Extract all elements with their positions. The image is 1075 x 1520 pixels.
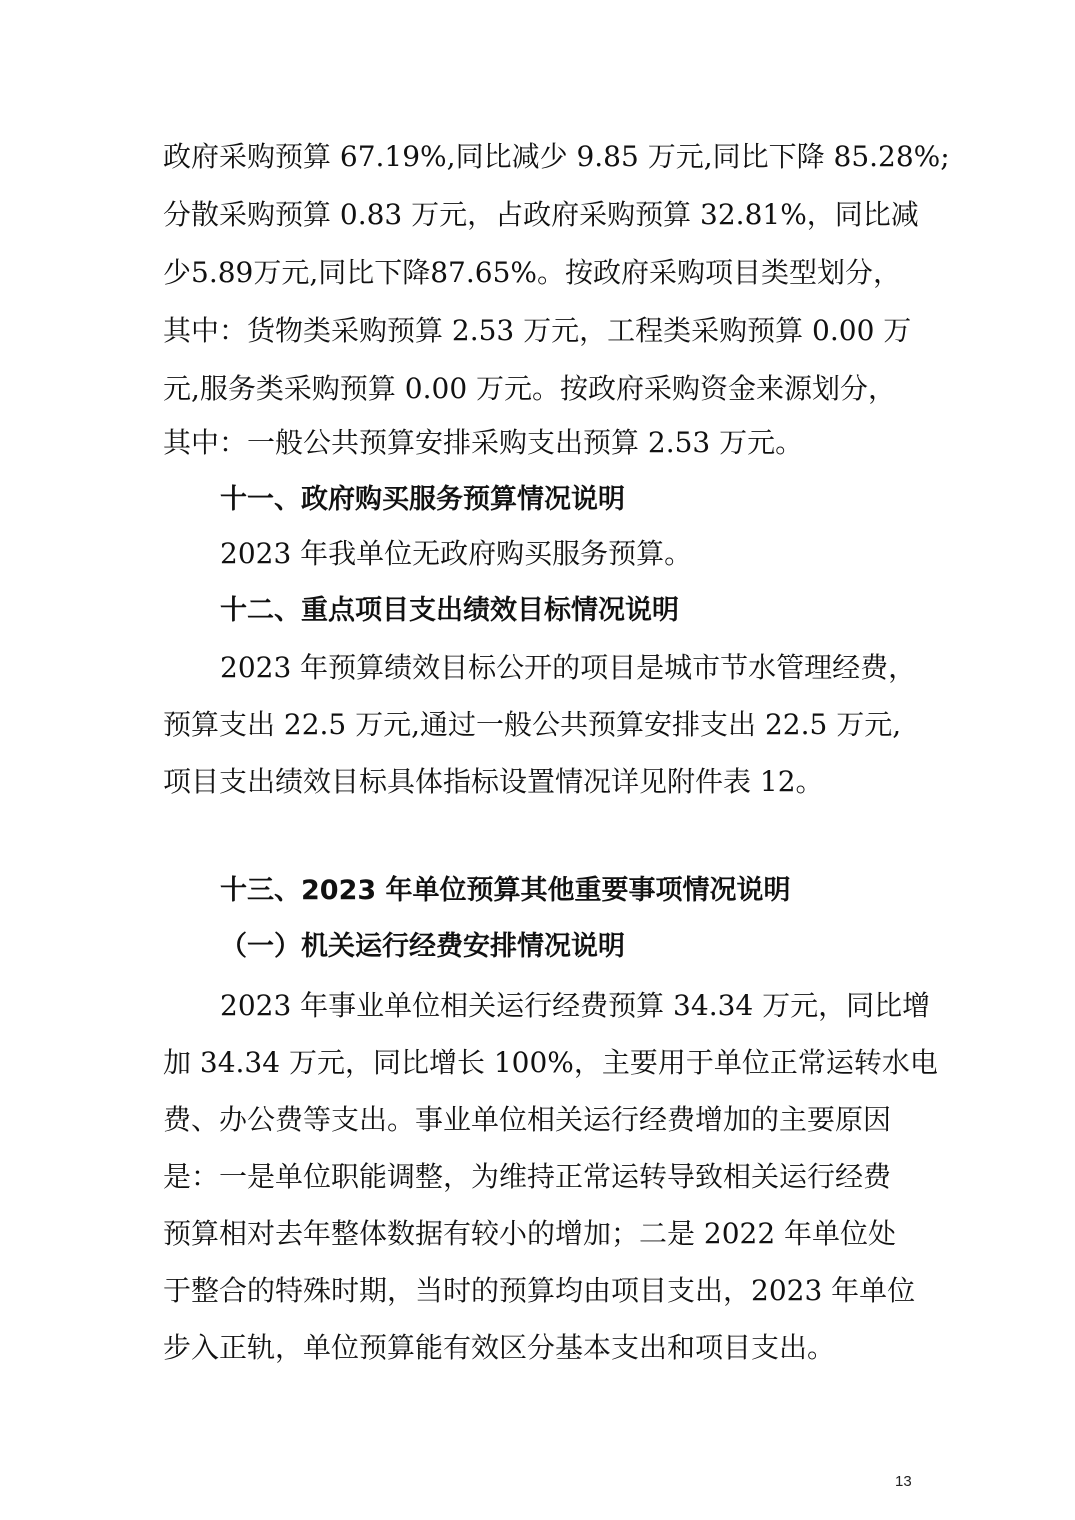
paragraph-line: 2023 年我单位无政府购买服务预算。 xyxy=(220,537,693,570)
paragraph-line: 政府采购预算 67.19%,同比减少 9.85 万元,同比下降 85.28%; xyxy=(163,140,950,173)
paragraph-line: 其中：一般公共预算安排采购支出预算 2.53 万元。 xyxy=(163,426,804,459)
paragraph-line: 于整合的特殊时期，当时的预算均由项目支出，2023 年单位 xyxy=(163,1274,916,1307)
section-heading-12: 十二、重点项目支出绩效目标情况说明 xyxy=(220,595,679,626)
section-heading-11: 十一、政府购买服务预算情况说明 xyxy=(220,484,625,515)
paragraph-line: 是：一是单位职能调整，为维持正常运转导致相关运行经费 xyxy=(163,1160,892,1193)
paragraph-line: 加 34.34 万元，同比增长 100%，主要用于单位正常运转水电 xyxy=(163,1046,938,1079)
paragraph-line: 预算相对去年整体数据有较小的增加；二是 2022 年单位处 xyxy=(163,1217,897,1250)
paragraph-line: 项目支出绩效目标具体指标设置情况详见附件表 12。 xyxy=(163,765,824,798)
paragraph-line: 少5.89万元,同比下降87.65%。按政府采购项目类型划分， xyxy=(163,256,902,289)
subsection-heading: （一）机关运行经费安排情况说明 xyxy=(220,931,625,962)
paragraph-line: 其中：货物类采购预算 2.53 万元，工程类采购预算 0.00 万 xyxy=(163,314,912,347)
paragraph-line: 分散采购预算 0.83 万元，占政府采购预算 32.81%，同比减 xyxy=(163,198,919,231)
section-heading-13: 十三、2023 年单位预算其他重要事项情况说明 xyxy=(220,875,791,906)
paragraph-line: 2023 年事业单位相关运行经费预算 34.34 万元，同比增 xyxy=(220,989,931,1022)
paragraph-line: 2023 年预算绩效目标公开的项目是城市节水管理经费， xyxy=(220,651,917,684)
paragraph-line: 步入正轨，单位预算能有效区分基本支出和项目支出。 xyxy=(163,1331,836,1364)
paragraph-line: 元,服务类采购预算 0.00 万元。按政府采购资金来源划分， xyxy=(163,372,897,405)
paragraph-line: 费、办公费等支出。事业单位相关运行经费增加的主要原因 xyxy=(163,1103,892,1136)
page-number: 13 xyxy=(895,1473,912,1490)
paragraph-line: 预算支出 22.5 万元,通过一般公共预算安排支出 22.5 万元, xyxy=(163,708,902,741)
